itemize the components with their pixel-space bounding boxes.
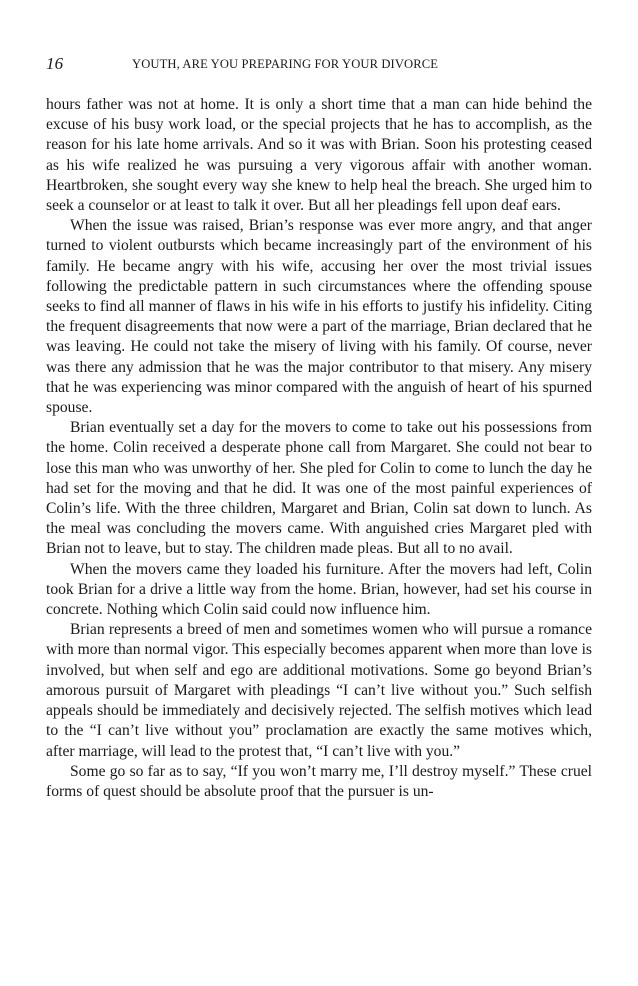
book-title: YOUTH, ARE YOU PREPARING FOR YOUR DIVORCE [132,57,439,71]
book-page [46,52,592,802]
paragraph: Some go so far as to say, “If you won’t marry me, I’ll destroy myself.” These cruel forms of quest should be absolute proof that the pursuer is un- [46,762,592,800]
page-number: 16 [46,54,64,73]
paragraph: Brian eventually set a day for the movers to come to take out his possessions from the home. Colin received a desperate phone call from Margaret. She could not bear to lose this man who was unworthy of her. She pled for Colin to come to lunch the day he had set for the moving and that he did. It was one of the most painful experiences of Colin’s life. With the three children, Margaret and Brian, Colin sat down to lunch. As the meal was concluding the movers came. With anguished cries Margaret pled with Brian not to leave, but to stay. The children made pleas. But all to no avail. [46,419,592,558]
paragraph: When the issue was raised, Brian’s response was ever more angry, and that anger turned to violent outbursts which became increasingly part of the environment of his family. He became angry with his wife, accusing her over the most trivial issues following the predictable pattern in such circumstances where the offending spouse seeks to find all manner of flaws in his wife in his efforts to justify his infidelity. Citing the frequent disagreements that now were a part of the marriage, Brian declared that he was leaving. He could not take the misery of living with his family. Of course, never was there any admission that he was the major contributor to that misery. Any misery that he was experiencing was minor compared with the anguish of heart of his spurned spouse. [46,217,592,417]
paragraph: When the movers came they loaded his furniture. After the movers had left, Colin took Brian for a drive a little way from the home. Brian, however, had set his course in concrete. Nothing which Colin said could now influence him. [46,560,592,619]
paragraph: Brian represents a breed of men and sometimes women who will pursue a romance with more than normal vigor. This especially becomes apparent when more than love is involved, but when self and ego are additional motivations. Some go beyond Brian’s amorous pursuit of Margaret with pleadings “I can’t live without you.” Such selfish appeals should be immediately and decisively rejected. The selfish motives which lead to the “I can’t live without you” proclamation are exactly the same motives which, after marriage, will lead to the protest that, “I can’t live with you.” [46,621,592,760]
body-text [46,95,592,802]
paragraph: hours father was not at home. It is only a short time that a man can hide behind the excuse of his busy work load, or the special projects that he has to accomplish, as the reason for his late home arrivals. And so it was with Brian. Soon his protesting ceased as his wife realized he was pursuing a very vigorous affair with another woman. Heartbroken, she sought every way she knew to help heal the breach. She urged him to seek a counselor or at least to talk it over. But all her pleadings fell upon deaf ears. [46,96,592,215]
running-head [46,52,592,76]
